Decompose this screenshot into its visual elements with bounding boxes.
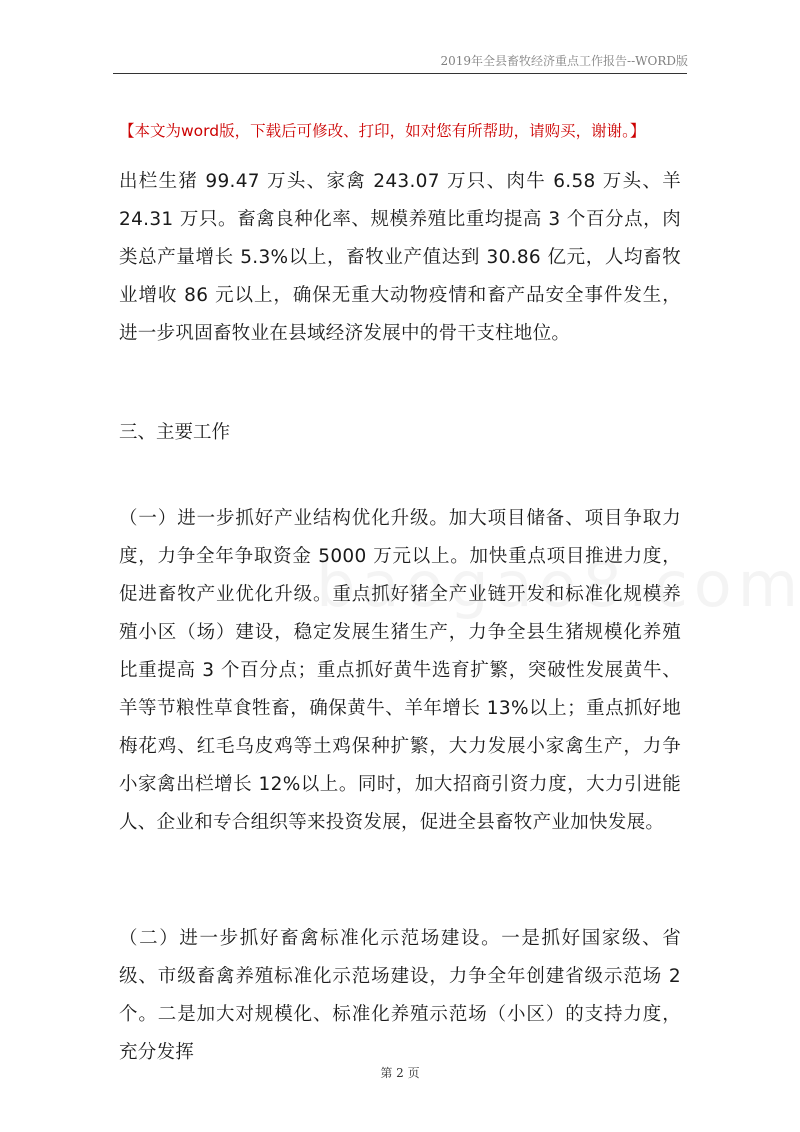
header-divider bbox=[113, 73, 687, 74]
paragraph-standardized-farms: （二）进一步抓好畜禽标准化示范场建设。一是抓好国家级、省级、市级畜禽养殖标准化示范场建设，力争全年创建省级示范场 2 个。二是加大对规模化、标准化养殖示范场（小区）的支持力度，充分发挥 bbox=[119, 928, 681, 1063]
purchase-notice: 【本文为word版，下载后可修改、打印，如对您有所帮助，请购买，谢谢。】 bbox=[119, 122, 646, 140]
page-number: 第 2 页 bbox=[380, 1066, 420, 1080]
document-header-title: 2019年全县畜牧经济重点工作报告--WORD版 bbox=[440, 54, 688, 68]
paragraph-targets: 出栏生猪 99.47 万头、家禽 243.07 万只、肉牛 6.58 万头、羊 24.31 万只。畜禽良种化率、规模养殖比重均提高 3 个百分点，肉类总产量增长 5.3%以上，畜牧业产值达到 30.86 亿元，人均畜牧业增收 86 元以上，确保无重大动物疫情和畜产品安全事件发生，进一步巩固畜牧业在县域经济发展中的骨干支柱地位。 bbox=[119, 171, 681, 344]
paragraph-industry-structure: （一）进一步抓好产业结构优化升级。加大项目储备、项目争取力度，力争全年争取资金 5000 万元以上。加快重点项目推进力度，促进畜牧产业优化升级。重点抓好猪全产业链开发和标准化规模养殖小区（场）建设，稳定发展生猪生产，力争全县生猪规模化养殖比重提高 3 个百分点；重点抓好黄牛选育扩繁，突破性发展黄牛、羊等节粮性草食牲畜，确保黄牛、羊年增长 13%以上；重点抓好地梅花鸡、红毛乌皮鸡等土鸡保种扩繁，大力发展小家禽生产，力争小家禽出栏增长 12%以上。同时，加大招商引资力度，大力引进能人、企业和专合组织等来投资发展，促进全县畜牧产业加快发展。 bbox=[119, 508, 681, 833]
section-heading-main-work: 三、主要工作 bbox=[119, 422, 231, 443]
